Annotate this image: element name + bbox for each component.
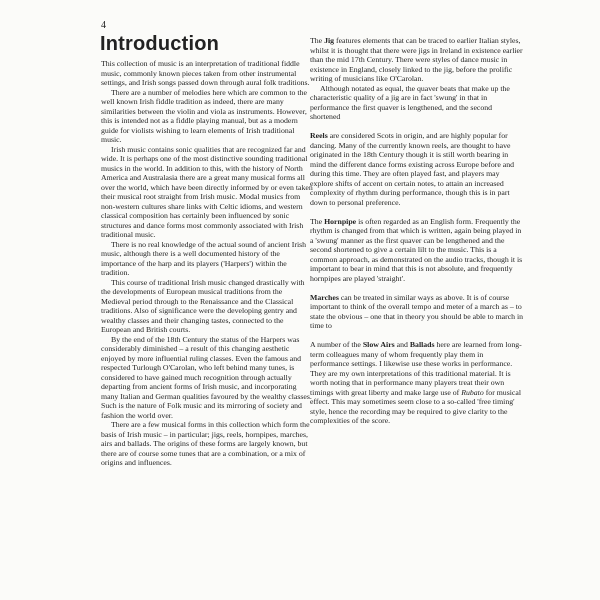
- page-number: 4: [101, 20, 106, 31]
- paragraph: There are a few musical forms in this collection which form the basis of Irish music – in particular; jigs, reels, hornpipes, marches, airs and ballads. The origins of these forms are largely known, but there are of course some tunes that are a combination, or a mix of origins and influences.: [101, 420, 310, 467]
- hornpipe-paragraph: The Hornpipe is often regarded as an English form. Frequently the rhythm is changed from that which is written, again being played in a 'swung' manner as the first quaver can be lengthened and the second shortened to give a certain lilt to the music. This is a common approach, as demonstrated on the audio tracks, though it is important to bear in mind that this is not absolute, and frequently hornpipes are played 'straight'.: [310, 216, 523, 283]
- term-ballads: Ballads: [409, 340, 435, 349]
- term-rubato: Rubato: [461, 387, 484, 397]
- paragraph: There are a number of melodies here which are common to the well known Irish fiddle tradition as indeed, there are many similarities between the violin and viola as instruments. However, this is intended not as a fiddle playing manual, but as a modern guide for violists wishing to learn elements of Irish traditional music.: [101, 87, 307, 144]
- term-hornpipe: Hornpipe: [324, 216, 357, 226]
- term-reels: Reels: [310, 131, 328, 140]
- quaver-paragraph: Although notated as equal, the quaver beats that make up the characteristic quality of a jig are in fact 'swung' in that in performance the first quaver is lengthened, and the second shortened: [310, 83, 510, 121]
- paragraph: There is no real knowledge of the actual sound of ancient Irish music, although there is a well documented history of the importance of the harp and its players ('Harpers') within the tradition.: [101, 239, 307, 277]
- paragraph: By the end of the 18th Century the status of the Harpers was considerably diminished – a result of this changing aesthetic enjoyed by more influential ruling classes. Even the famous and respected Turlough O'Carolan, who left behind many tunes, is considered to have gained much recognition through actually departing from ancient forms of Irish music, and incorporating many Italian and German qualities favoured by the wealthy classes. Such is the nature of Folk music and its mirroring of society and fashion the world over.: [101, 334, 312, 420]
- reels-paragraph: Reels are considered Scots in origin, and are highly popular for dancing. Many of the currently known reels, are thought to have originated in the 18th Century though it is still worth bearing in mind the different dance forms existing across Europe before and during this time. They are often played fast, and players may explore shifts of accent on certain notes, to attain an increased complexity of rhythm during performance, though this is in part down to personal preference.: [310, 131, 515, 207]
- page-title: Introduction: [100, 33, 220, 55]
- left-column: [101, 59, 313, 468]
- term-marches: Marches: [310, 292, 339, 302]
- term-jig: Jig: [324, 36, 335, 45]
- paragraph: Irish music contains sonic qualities that are recognized far and wide. It is perhaps one of the most distinctive sounding traditional musics in the world. In addition to this, with the history of North America and Australasia there are a great many musical forms all over the world, which have been directly informed by or even taken their musical root straight from Irish music. Modal musics from non-western cultures share links with Celtic idioms, and western classical composition has certainly been influenced by sonic structures and dance forms most commonly associated with Irish traditional music.: [101, 144, 313, 239]
- paragraph: This course of traditional Irish music changed drastically with the developments of European musical traditions from the Medieval period through to the Renaissance and the Classical traditions. Also of significance were the developing gentry and wealthy classes and their changing tastes, connected to the European and British courts.: [101, 277, 305, 334]
- paragraph: This collection of music is an interpretation of traditional fiddle music, commonly known pieces taken from other instrumental settings, and Irish songs passed down through aural folk traditions.: [101, 59, 310, 87]
- jig-paragraph: The Jig features elements that can be traced to earlier Italian styles, whilst it is thought that there were jigs in Ireland in existence earlier than the mid 17th Century. There were styles of dance music in existence in England, closely linked to the jig, before the prolific writing of musicians like O'Carolan.: [310, 36, 523, 83]
- marches-paragraph: Marches can be treated in similar ways as above. It is of course important to think of the overall tempo and meter of a march as – to state the obvious – one that in theory you should be able to march in time to: [310, 292, 524, 330]
- term-slow-airs: Slow Airs: [362, 340, 395, 349]
- right-column: [310, 36, 524, 426]
- airs-paragraph: A number of the Slow Airs and Ballads here are learned from long-term colleagues many of whom frequently play them in performance settings. I likewise use these works in performance. They are my own interpretations of this traditional material. It is worth noting that in performance many players treat their own timings with great liberty and make large use of Rubato for musical effect. This may sometimes seem close to a so-called 'free timing' style, hence the recording may be required to give clarity to the complexities of the score.: [310, 340, 522, 425]
